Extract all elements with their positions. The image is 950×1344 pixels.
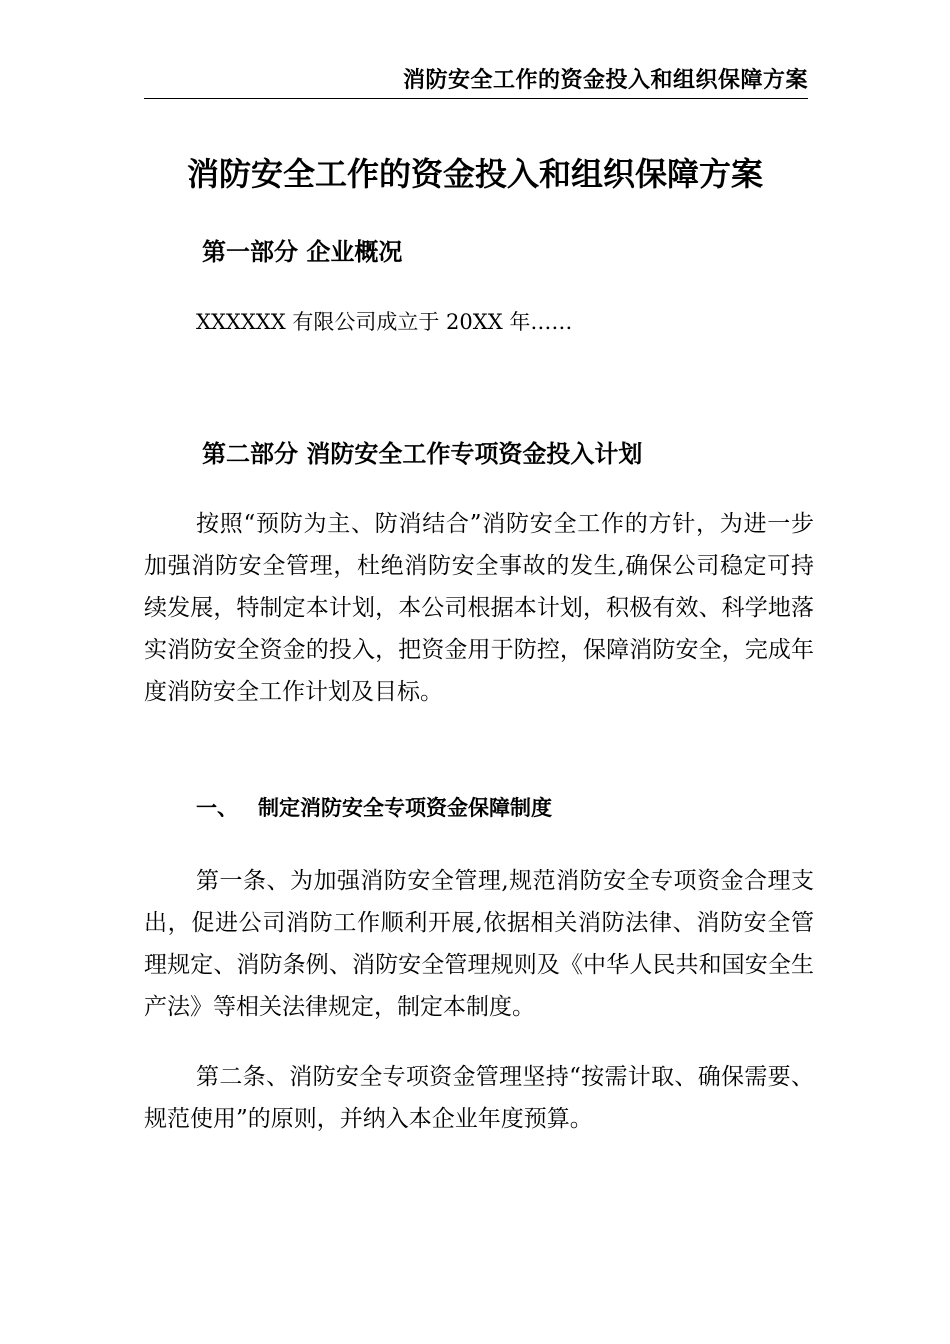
part2-heading: 第二部分 消防安全工作专项资金投入计划	[202, 440, 643, 468]
section1-heading	[196, 792, 552, 824]
part1-heading: 第一部分 企业概况	[202, 238, 403, 266]
header-rule	[144, 98, 808, 99]
section1-title: 制定消防安全专项资金保障制度	[258, 796, 552, 820]
document-title: 消防安全工作的资金投入和组织保障方案	[186, 155, 763, 193]
article-2-paragraph: 第二条、消防安全专项资金管理坚持“按需计取、确保需要、规范使用”的原则，并纳入本企业年度预算。	[144, 1064, 814, 1132]
funding-plan-paragraph: 按照“预防为主、防消结合”消防安全工作的方针，为进一步加强消防安全管理，杜绝消防安全事故的发生,确保公司稳定可持续发展，特制定本计划，本公司根据本计划，积极有效、科学地落实消防安全资金的投入，把资金用于防控，保障消防安全，完成年度消防安全工作计划及目标。	[144, 511, 814, 705]
article-1-paragraph: 第一条、为加强消防安全管理,规范消防安全专项资金合理支出，促进公司消防工作顺利开展,依据相关消防法律、消防安全管理规定、消防条例、消防安全管理规则及《中华人民共和国安全生产法》等相关法律规定，制定本制度。	[144, 868, 814, 1020]
section1-number: 一、	[196, 796, 238, 820]
running-header: 消防安全工作的资金投入和组织保障方案	[402, 68, 808, 93]
company-intro-text: XXXXXX 有限公司成立于 20XX 年……	[196, 310, 573, 334]
